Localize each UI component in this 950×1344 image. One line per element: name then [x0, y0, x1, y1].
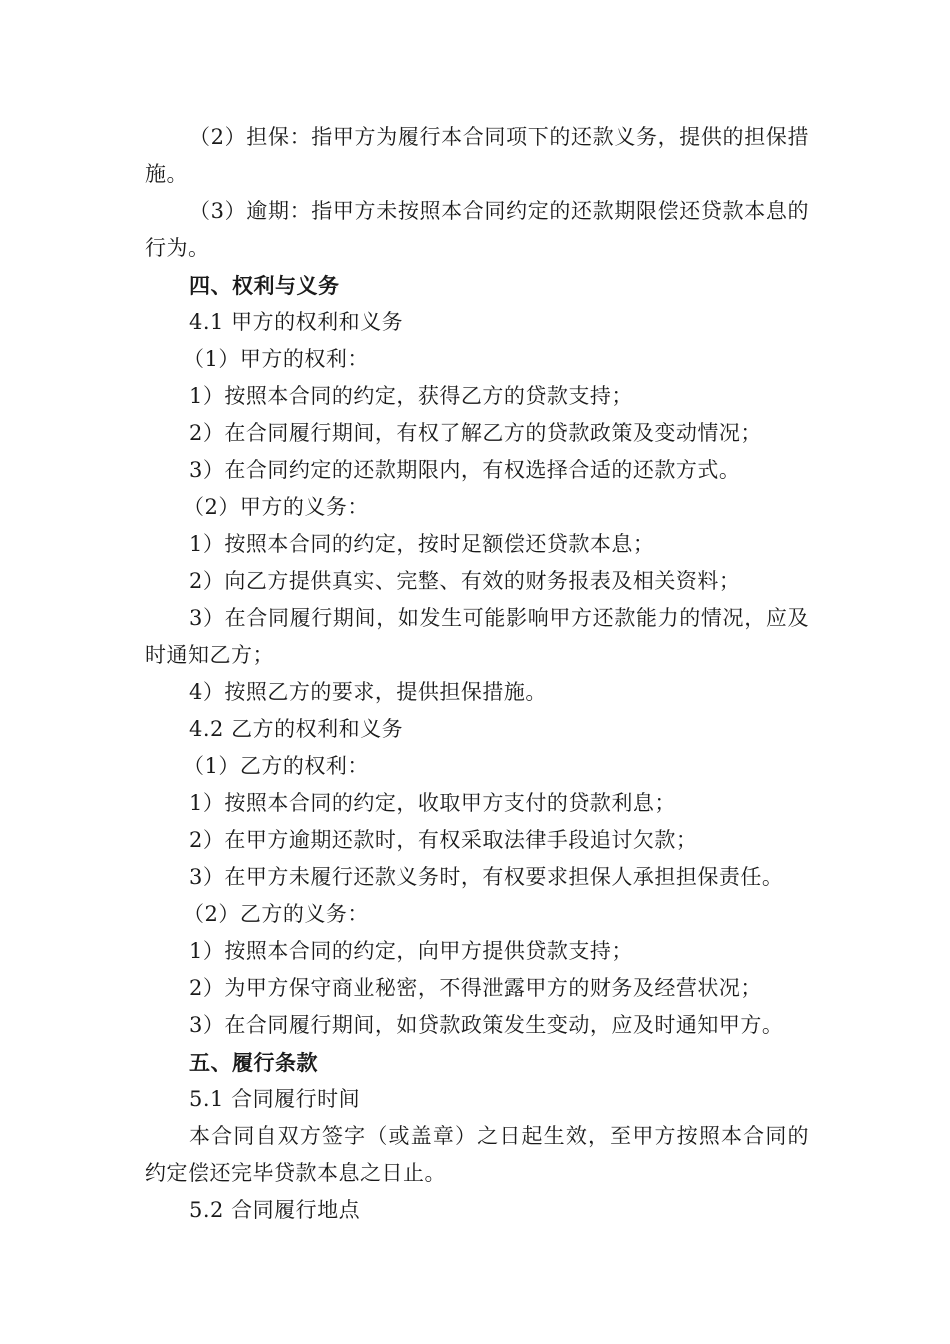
paragraph-performance-time: 本合同自双方签字（或盖章）之日起生效，至甲方按照本合同的约定偿还完毕贷款本息之日止。	[145, 1124, 809, 1185]
list-item: 4）按照乙方的要求，提供担保措施。	[189, 680, 547, 704]
clause-party-b-rights: （1）乙方的权利：	[183, 754, 369, 778]
list-item: 2）为甲方保守商业秘密，不得泄露甲方的财务及经营状况；	[189, 976, 762, 1000]
section-heading-rights-obligations: 四、权利与义务	[189, 273, 340, 298]
paragraph-definition-guarantee: （2）担保：指甲方为履行本合同项下的还款义务，提供的担保措施。	[145, 125, 809, 186]
subsection-title-performance-place: 5.2 合同履行地点	[189, 1198, 361, 1222]
list-item: 3）在合同履行期间，如发生可能影响甲方还款能力的情况，应及时通知乙方；	[145, 606, 809, 667]
list-item: 2）在甲方逾期还款时，有权采取法律手段追讨欠款；	[189, 828, 698, 852]
list-item: 1）按照本合同的约定，按时足额偿还贷款本息；	[189, 532, 655, 556]
list-item: 1）按照本合同的约定，获得乙方的贷款支持；	[189, 384, 633, 408]
clause-party-a-obligations: （2）甲方的义务：	[183, 495, 369, 519]
list-item: 3）在甲方未履行还款义务时，有权要求担保人承担担保责任。	[189, 865, 784, 889]
subsection-title-performance-time: 5.1 合同履行时间	[189, 1087, 361, 1111]
list-item: 2）向乙方提供真实、完整、有效的财务报表及相关资料；	[189, 569, 741, 593]
section-heading-performance: 五、履行条款	[189, 1050, 318, 1075]
list-item: 1）按照本合同的约定，向甲方提供贷款支持；	[189, 939, 633, 963]
list-item: 3）在合同履行期间，如贷款政策发生变动，应及时通知甲方。	[189, 1013, 784, 1037]
paragraph-definition-overdue: （3）逾期：指甲方未按照本合同约定的还款期限偿还贷款本息的行为。	[145, 199, 809, 260]
subsection-title-party-b: 4.2 乙方的权利和义务	[189, 717, 404, 741]
document-body	[145, 119, 809, 1229]
clause-party-b-obligations: （2）乙方的义务：	[183, 902, 369, 926]
clause-party-a-rights: （1）甲方的权利：	[183, 347, 369, 371]
list-item: 2）在合同履行期间，有权了解乙方的贷款政策及变动情况；	[189, 421, 762, 445]
list-item: 3）在合同约定的还款期限内，有权选择合适的还款方式。	[189, 458, 741, 482]
list-item: 1）按照本合同的约定，收取甲方支付的贷款利息；	[189, 791, 676, 815]
subsection-title-party-a: 4.1 甲方的权利和义务	[189, 310, 404, 334]
